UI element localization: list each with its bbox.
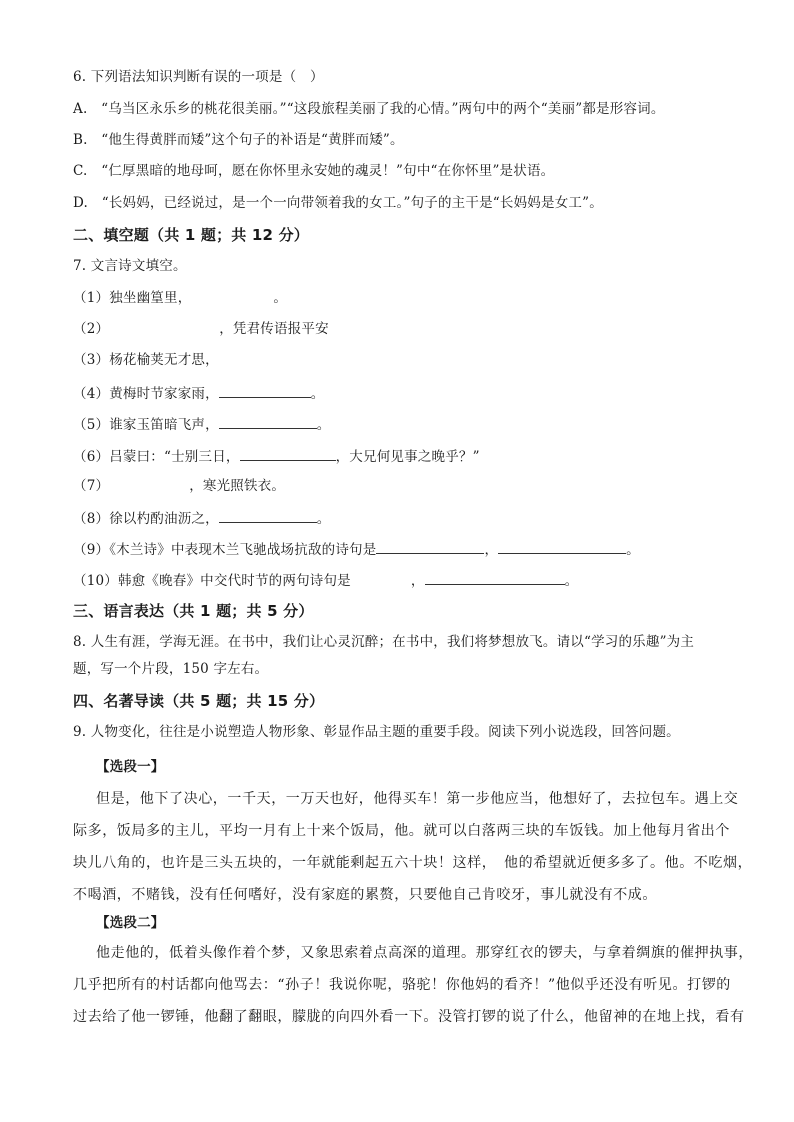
- q7-item-7-post: ，寒光照铁衣。: [189, 478, 286, 494]
- q7-item-9-pre: （9）《木兰诗》中表现木兰飞驰战场抗敌的诗句是: [73, 542, 377, 558]
- q7-item-4-blank[interactable]: [219, 383, 311, 398]
- excerpt-1-line-2: 际多，饭局多的主儿，平均一月有上十来个饭局，他。就可以白落两三块的车饭钱。加上他每月省出个: [73, 823, 730, 839]
- q7-item-9-mid: ，: [484, 542, 499, 558]
- q6-option-b: B. “他生得黄胖而矮”这个句子的补语是“黄胖而矮”。: [73, 132, 404, 148]
- q6-option-d: D. “长妈妈，已经说过，是一个一向带领着我的女工。”句子的主干是“长妈妈是女工”。: [73, 195, 603, 211]
- excerpt-2-title: 【选段二】: [96, 915, 165, 931]
- q7-item-9: [73, 539, 640, 559]
- q7-item-2: [73, 320, 329, 338]
- q7-item-10-pre: （10）韩愈《晚春》中交代时节的两句诗句是: [73, 573, 351, 589]
- excerpt-1-title: 【选段一】: [96, 759, 165, 775]
- q7-item-10: [73, 570, 578, 590]
- excerpt-2-line-1: 他走他的，低着头像作着个梦，又象思索着点高深的道理。那穿红衣的锣夫，与拿着绸旗的催押执事，: [96, 945, 753, 961]
- q7-item-8: [73, 508, 331, 528]
- q7-item-4-pre: （4）黄梅时节家家雨，: [73, 386, 219, 402]
- q7-item-3: [73, 351, 299, 369]
- q7-item-8-pre: （8）徐以杓酌油沥之，: [73, 511, 219, 527]
- q6-option-c: C. “仁厚黑暗的地母呵，愿在你怀里永安她的魂灵！”句中“在你怀里”是状语。: [73, 163, 555, 179]
- q7-item-5-post: 。: [316, 417, 331, 433]
- q9-stem: 9. 人物变化，往往是小说塑造人物形象、彰显作品主题的重要手段。阅读下列小说选段，回答问题。: [73, 724, 680, 740]
- q7-item-6-post: ，大兄何见事之晚乎？”: [335, 449, 480, 465]
- q7-item-6: [73, 446, 480, 466]
- excerpt-2-line-2: 几乎把所有的村话都向他骂去：“孙子！我说你呢，骆驼！你他妈的看齐！”他似乎还没有听见。打锣的: [73, 977, 731, 993]
- q7-item-10-blank-b[interactable]: [425, 570, 565, 585]
- section-3-title: 三、语言表达（共 1 题；共 5 分）: [73, 602, 314, 620]
- q7-item-1-post: 。: [273, 290, 288, 306]
- q7-item-3-pre: （3）杨花榆荚无才思，: [73, 352, 219, 368]
- q7-item-1: [73, 289, 287, 307]
- q7-item-9-blank-b[interactable]: [498, 539, 626, 554]
- q7-item-8-blank[interactable]: [219, 508, 317, 523]
- q7-item-5-pre: （5）谁家玉笛暗飞声，: [73, 417, 219, 433]
- excerpt-1-line-3: 块儿八角的，也许是三头五块的，一年就能剩起五六十块！这样， 他的希望就近便多多了。他。不吃烟，: [73, 855, 753, 871]
- q7-item-2-pre: （2）: [73, 321, 110, 337]
- excerpt-1-line-4: 不喝酒，不赌钱，没有任何嗜好，没有家庭的累赘，只要他自己肯咬牙，事儿就没有不成。: [73, 887, 657, 903]
- q7-item-6-blank[interactable]: [240, 446, 336, 461]
- excerpt-1-line-1: 但是，他下了决心，一千天，一万天也好，他得买车！第一步他应当，他想好了，去拉包车。遇上交: [96, 791, 739, 807]
- q7-item-5: [73, 414, 331, 434]
- q7-item-9-blank-a[interactable]: [376, 539, 484, 554]
- section-4-title: 四、名著导读（共 5 题；共 15 分）: [73, 692, 325, 710]
- section-2-title: 二、填空题（共 1 题；共 12 分）: [73, 226, 310, 244]
- q7-item-7-pre: （7）: [73, 478, 110, 494]
- q7-item-1-pre: （1）独坐幽篁里，: [73, 290, 192, 306]
- excerpt-2-line-3: 过去给了他一锣锤，他翻了翻眼，朦胧的向四外看一下。没管打锣的说了什么，他留神的在地上找，看有: [73, 1009, 745, 1025]
- q7-item-8-post: 。: [316, 511, 331, 527]
- q6-option-a: A. “乌当区永乐乡的桃花很美丽。”“这段旅程美丽了我的心情。”两句中的两个“美丽”都是形容词。: [73, 101, 665, 117]
- q7-stem: 7. 文言诗文填空。: [73, 258, 187, 274]
- q7-item-10-mid: ，: [410, 573, 425, 589]
- q7-item-2-post: ，凭君传语报平安: [219, 321, 329, 337]
- q6-stem: 6. 下列语法知识判断有误的一项是（ ）: [73, 69, 324, 85]
- q7-item-5-blank[interactable]: [219, 414, 317, 429]
- q8-line-1: 8. 人生有涯，学海无涯。在书中，我们让心灵沉醉；在书中，我们将梦想放飞。请以“学习的乐趣”为主: [73, 634, 695, 650]
- q7-item-10-post: 。: [564, 573, 579, 589]
- q8-line-2: 题，写一个片段，150 字左右。: [73, 661, 269, 677]
- q7-item-4: [73, 383, 325, 403]
- q7-item-9-post: 。: [626, 542, 640, 558]
- q7-item-6-pre: （6）吕蒙曰：“士别三日，: [73, 449, 240, 465]
- q7-item-7: [73, 477, 285, 495]
- q7-item-4-post: 。: [310, 386, 325, 402]
